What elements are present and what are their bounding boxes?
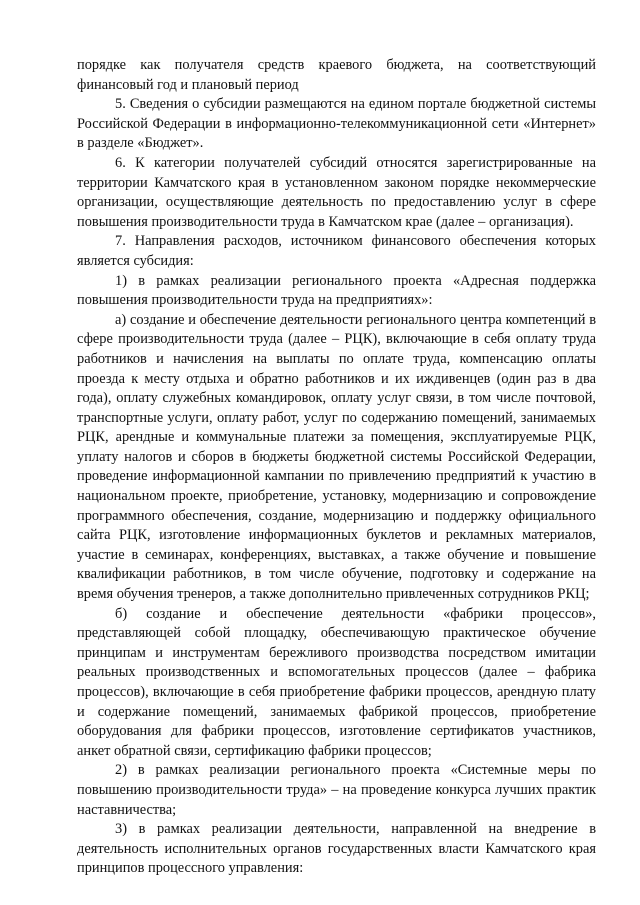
paragraph-subitem-1: 1) в рамках реализации регионального проекта «Адресная поддержка повышения производительности труда на предприятиях»:	[77, 272, 596, 309]
paragraph-item-5: 5. Сведения о субсидии размещаются на едином портале бюджетной системы Российской Федерации в информационно-телекоммуникационной сети «Интернет» в разделе «Бюджет».	[77, 96, 596, 152]
document-page	[77, 56, 596, 879]
paragraph-item-6: 6. К категории получателей субсидий относятся зарегистрированные на территории Камчатского края в установленном законом порядке некоммерческие организации, осуществляющие деятельность по предоставлению услуг в сфере повышения производительности труда в Камчатском крае (далее – организация).	[77, 154, 596, 230]
paragraph-subitem-2: 2) в рамках реализации регионального проекта «Системные меры по повышению производительности труда» – на проведение конкурса лучших практик наставничества;	[77, 762, 596, 818]
paragraph-budget-recipient: порядке как получателя средств краевого бюджета, на соответствующий финансовый год и плановый период	[77, 57, 596, 93]
paragraph-subitem-1b: б) создание и обеспечение деятельности «фабрики процессов», представляющей собой площадку, обеспечивающую практическое обучение принципам и инструментам бережливого производства посредством имитации реальных производственных и вспомогательных процессов (далее – фабрика процессов), включающие в себя приобретение фабрики процессов, арендную плату и содержание помещений, занимаемых фабрикой процессов, приобретение оборудования для фабрики процессов, изготовление сертификатов участников, анкет обратной связи, сертификацию фабрики процессов;	[77, 605, 596, 759]
paragraph-subitem-3: 3) в рамках реализации деятельности, направленной на внедрение в деятельность исполнительных органов государственных власти Камчатского края принципов процессного управления:	[77, 821, 596, 877]
paragraph-subitem-1a: а) создание и обеспечение деятельности регионального центра компетенций в сфере производительности труда (далее – РЦК), включающие в себя оплату труда работников и начисления на выплаты по оплате труда, компенсацию оплаты проезда к месту отдыха и обратно работников и их иждивенцев (один раз в два года), оплату служебных командировок, оплату услуг связи, в том числе почтовой, транспортные услуги, оплату работ, услуг по содержанию помещений, занимаемых РЦК, арендные и коммунальные платежи за помещения, эксплуатируемые РЦК, уплату налогов и сборов в бюджеты бюджетной системы Российской Федерации, проведение информационной кампании по привлечению предприятий к участию в национальном проекте, приобретение, установку, модернизацию и сопровождение программного обеспечения, создание, модернизацию и поддержку официального сайта РЦК, изготовление информационных буклетов и рекламных материалов, участие в семинарах, конференциях, выставках, а также обучение и повышение квалификации работников, в том числе обучение, подготовку и содержание на время обучения тренеров, а также дополнительно привлеченных сотрудников РКЦ;	[77, 311, 596, 603]
paragraph-item-7: 7. Направления расходов, источником финансового обеспечения которых является субсидия:	[77, 233, 596, 269]
